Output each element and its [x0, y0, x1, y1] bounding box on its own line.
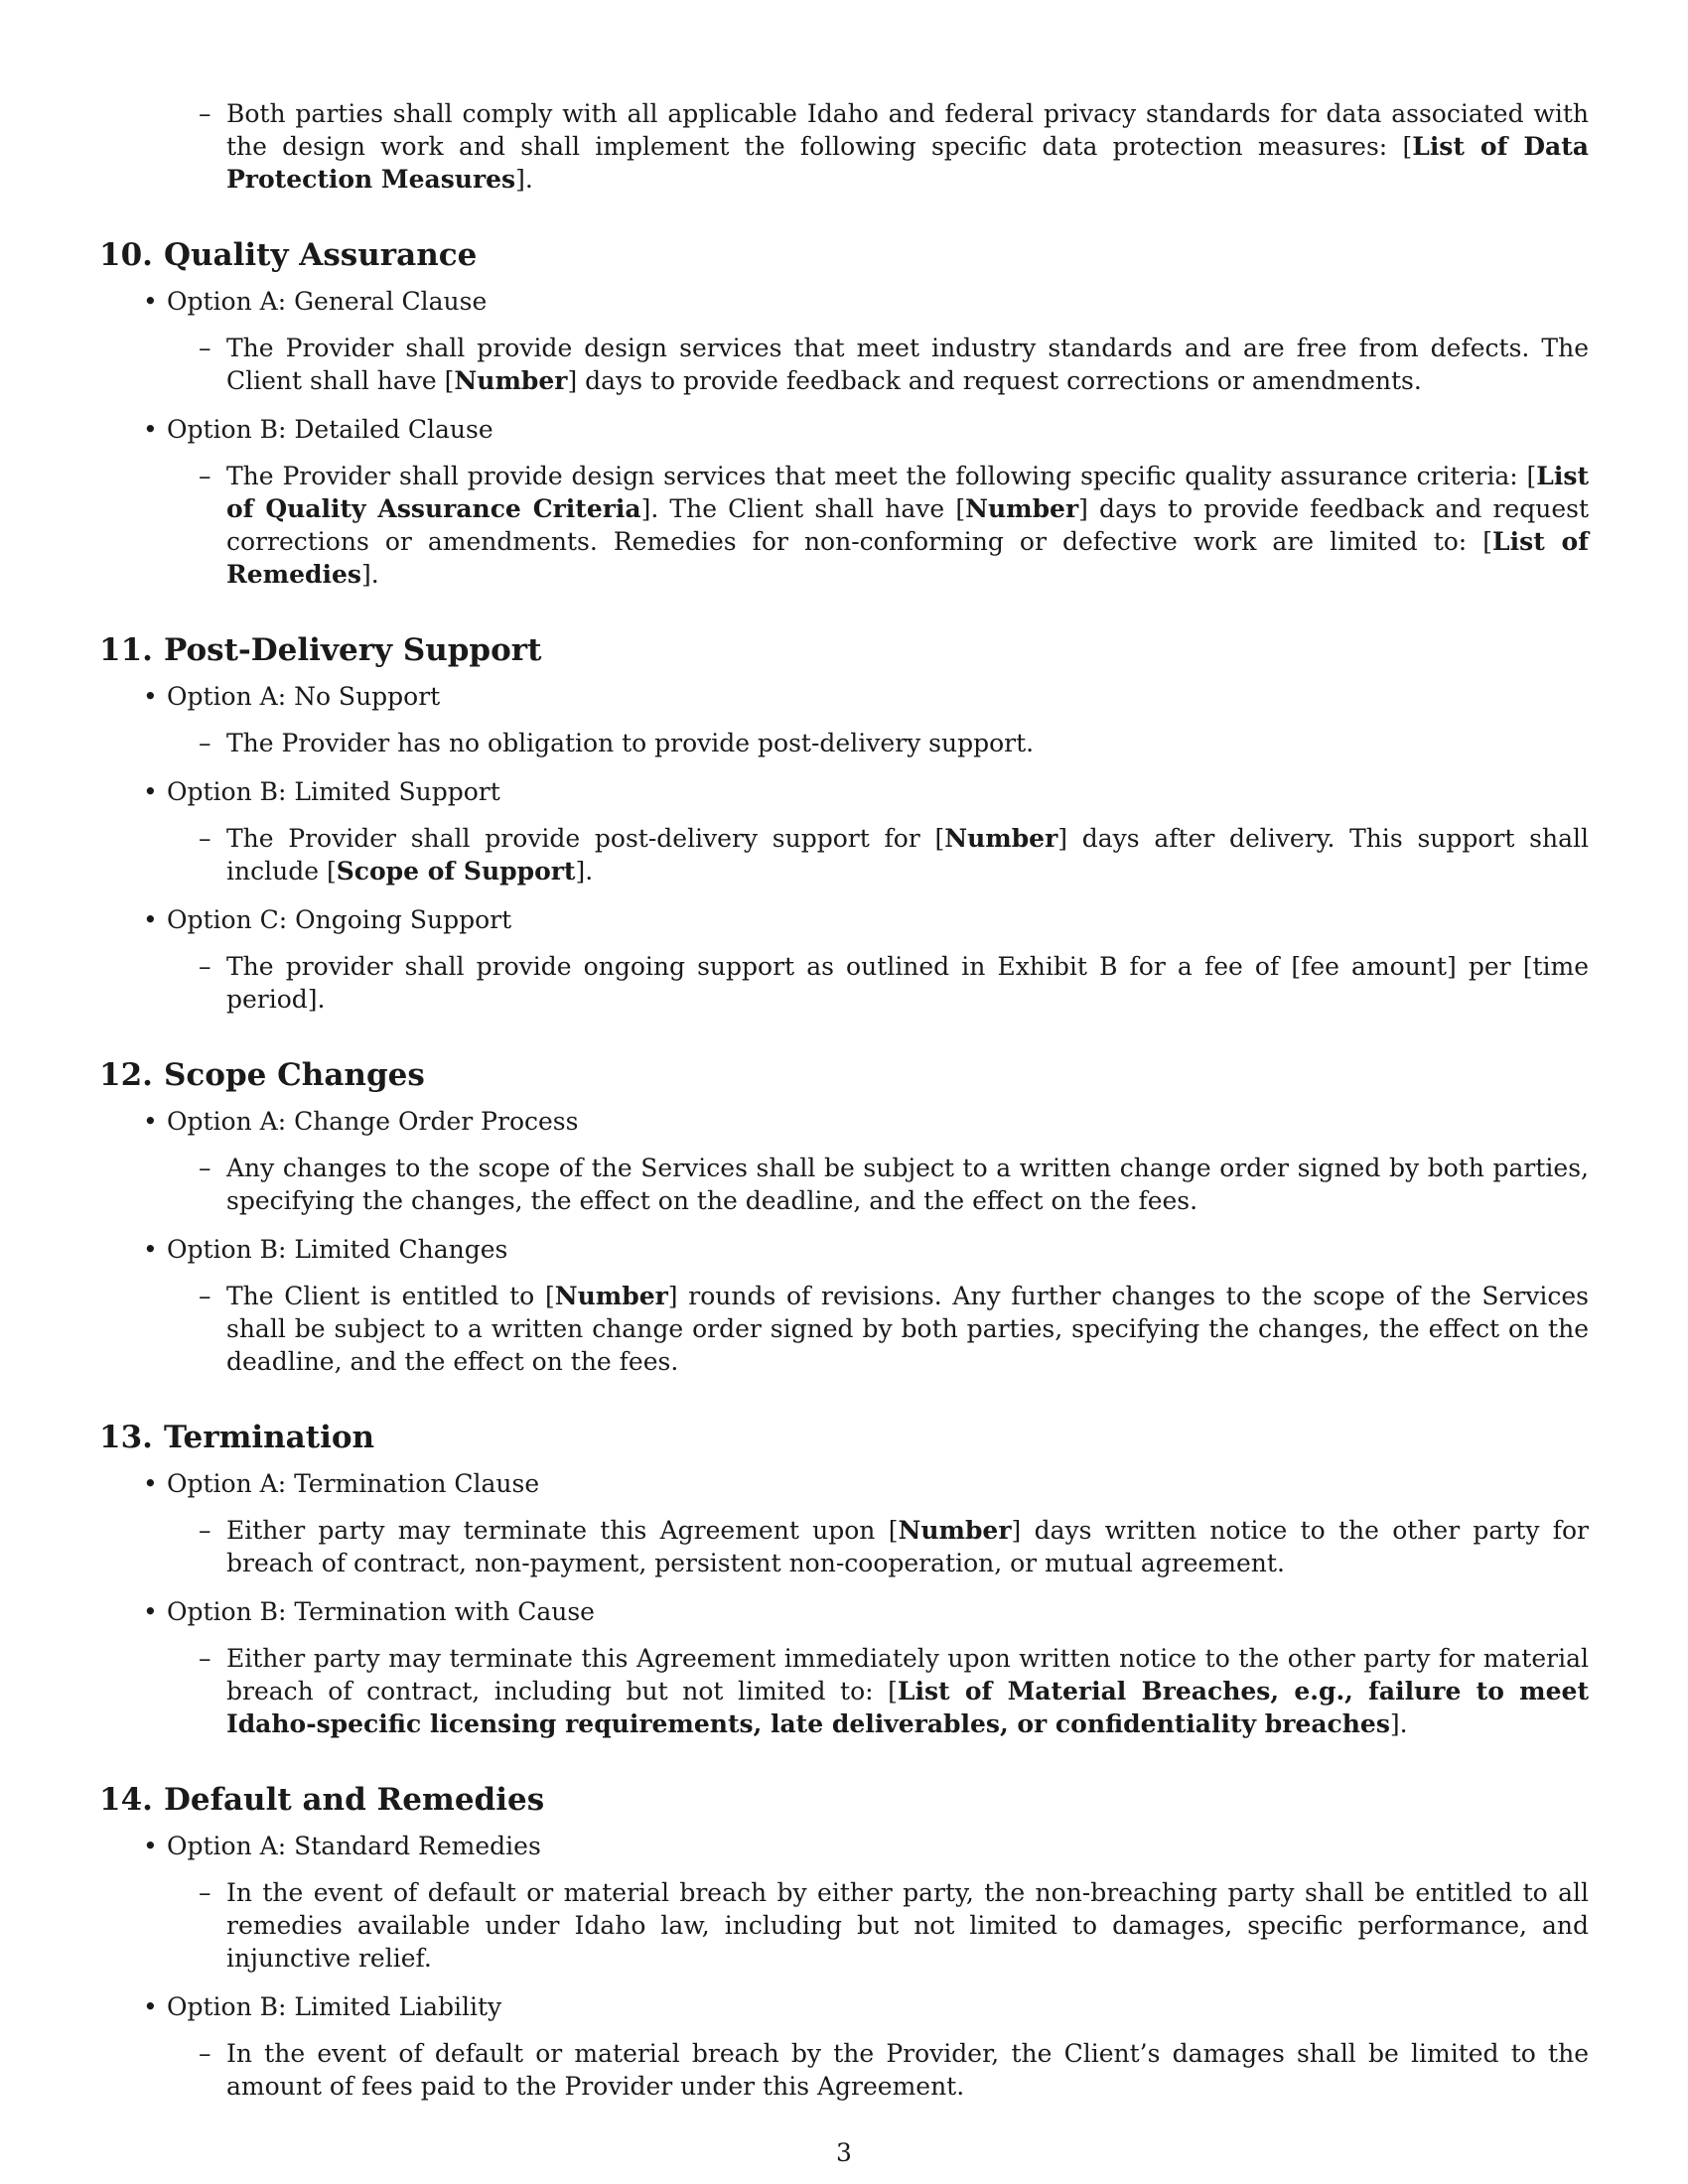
clause-termination-with-cause: – Either party may terminate this Agreement immediately upon written notice to the other party for material breach of contract, including but not limited to: [List of Material Breaches, e.g., failure to meet Idaho-specific licensing requirements, late deliverables, or confidentiality breaches]. [199, 1644, 1589, 1738]
section-heading-termination: 13. Termination [99, 1420, 375, 1455]
clause-data-protection: – Both parties shall comply with all applicable Idaho and federal privacy standards for data associated with the design work and shall implement the following specific data protection measures: [List of Data Protection Measures]. [199, 99, 1589, 194]
clause-detailed-quality: – The Provider shall provide design services that meet the following specific quality assurance criteria: [List of Quality Assurance Criteria]. The Client shall have [Number] days to provide feedback and request corrections or amendments. Remedies for non-conforming or defective work are limited to: [List of Remedies]. [199, 462, 1589, 589]
clause-standard-remedies: – In the event of default or material breach by either party, the non-breaching party shall be entitled to all remedies available under Idaho law, including but not limited to damages, specific performance, and injunctive relief. [199, 1878, 1589, 1973]
option-b-limited-liability: • Option B: Limited Liability [143, 1992, 502, 2021]
section-heading-scope-changes: 12. Scope Changes [99, 1057, 425, 1093]
option-b-limited-support: • Option B: Limited Support [143, 777, 500, 806]
document-page [99, 97, 1589, 2118]
clause-ongoing-support: – The provider shall provide ongoing support as outlined in Exhibit B for a fee of [fee amount] per [time period]. [199, 952, 1589, 1014]
clause-change-order: – Any changes to the scope of the Services shall be subject to a written change order signed by both parties, specifying the changes, the effect on the deadline, and the effect on the fees. [199, 1154, 1589, 1215]
clause-no-support: – The Provider has no obligation to provide post-delivery support. [199, 729, 1035, 757]
clause-general-quality: – The Provider shall provide design services that meet industry standards and are free from defects. The Client shall have [Number] days to provide feedback and request corrections or amendments. [199, 334, 1589, 395]
page-number: 3 [836, 2138, 852, 2167]
option-b-detailed-clause: • Option B: Detailed Clause [143, 415, 493, 444]
option-a-termination-clause: • Option A: Termination Clause [143, 1469, 540, 1498]
option-a-change-order: • Option A: Change Order Process [143, 1107, 579, 1136]
dash-marker: – [199, 99, 211, 128]
option-a-standard-remedies: • Option A: Standard Remedies [143, 1832, 541, 1860]
section-heading-post-delivery-support: 11. Post-Delivery Support [99, 632, 542, 668]
bullet-marker: • [143, 287, 158, 316]
section-heading-default-and-remedies: 14. Default and Remedies [99, 1782, 545, 1818]
clause-termination: – Either party may terminate this Agreement upon [Number] days written notice to the other party for breach of contract, non-payment, persistent non-cooperation, or mutual agreement. [199, 1516, 1589, 1577]
option-a-no-support: • Option A: No Support [143, 682, 441, 711]
clause-limited-support: – The Provider shall provide post-delivery support for [Number] days after delivery. This support shall include [Scope of Support]. [199, 824, 1589, 886]
option-b-termination-with-cause: • Option B: Termination with Cause [143, 1597, 595, 1626]
option-a-general-clause: • Option A: General Clause [143, 287, 488, 316]
section-heading-quality-assurance: 10. Quality Assurance [99, 237, 478, 273]
option-c-ongoing-support: • Option C: Ongoing Support [143, 905, 512, 934]
option-b-limited-changes: • Option B: Limited Changes [143, 1235, 508, 1264]
clause-limited-liability: – In the event of default or material breach by the Provider, the Client’s damages shall be limited to the amount of fees paid to the Provider under this Agreement. [199, 2039, 1589, 2101]
clause-limited-changes: – The Client is entitled to [Number] rounds of revisions. Any further changes to the scope of the Services shall be subject to a written change order signed by both parties, specifying the changes, the effect on the deadline, and the effect on the fees. [199, 1282, 1589, 1376]
